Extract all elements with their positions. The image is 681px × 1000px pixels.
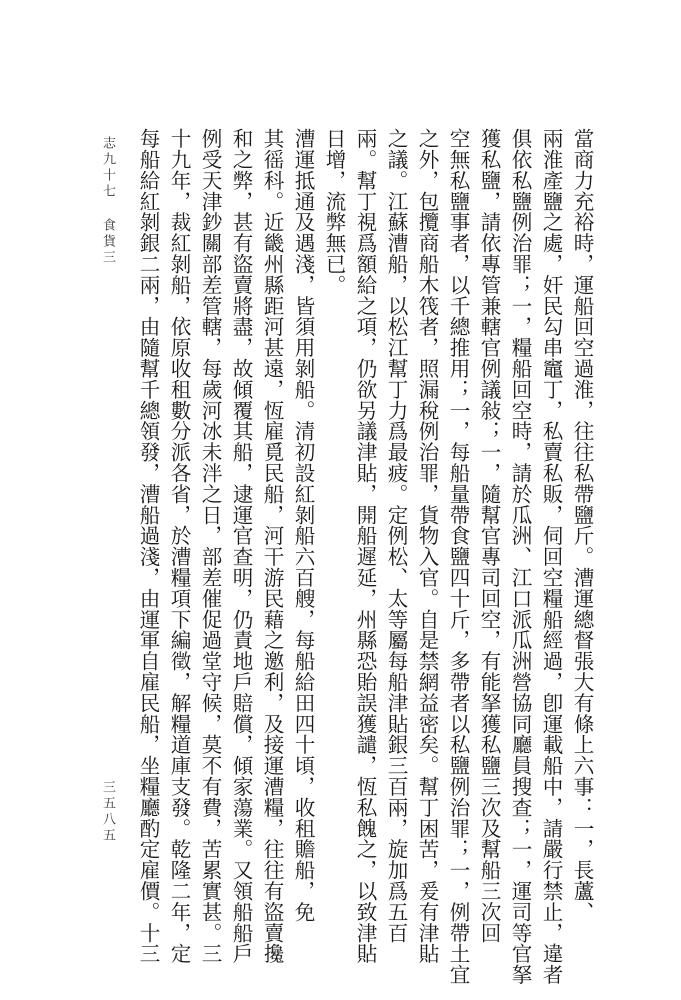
text-column-6: 之外，包攬商船木筏者，照漏稅例治罪，貨物入官。自是禁網益密矣。幫丁困苦，爰有津貼 bbox=[415, 128, 439, 964]
text-column-4: 獲私鹽，請依專管兼轄官例議敍；一，隨幫官專司回空，有能拏獲私鹽三次及幫船三次回 bbox=[477, 128, 501, 944]
volume-label: 志九十七 食貨三 bbox=[100, 136, 115, 266]
text-column-7: 之議。江蘇漕船，以松江幫丁力爲最疲。定例松、太等屬每船津貼銀三百兩，旋加爲五百 bbox=[384, 128, 408, 944]
text-column-1: 當商力充裕時，運船回空過淮，往往私帶鹽斤。漕運總督張大有條上六事：一，長蘆、 bbox=[570, 128, 594, 923]
text-column-5: 空無私鹽事者，以千總推用；一，每船量帶食鹽四十斤，多帶者以私鹽例治罪；一，例帶土宜 bbox=[446, 128, 470, 985]
text-column-13: 例受天津鈔關部差管轄，每歲河冰未泮之日，部差催促過堂守候，莫不有費，苦累實甚。三 bbox=[198, 128, 222, 964]
text-column-10: 漕運抵通及遇淺，皆須用剝船。清初設紅剝船六百艘，每船給田四十頃，收租贍船，免 bbox=[291, 128, 315, 923]
text-column-11: 其徭科。近畿州縣距河甚遠，恆雇覓民船，河干游民藉之邀利，及接運漕糧，往往有盜賣攙 bbox=[260, 128, 284, 964]
text-column-12: 和之弊，甚有盜賣將盡，故傾覆其船，逮運官查明，仍責地戶賠償，傾家蕩業。又領船船戶 bbox=[229, 128, 253, 964]
text-column-9: 日增，流弊無已。 bbox=[322, 128, 346, 296]
text-column-14: 十九年，裁紅剝船，依原收租數分派各省，於漕糧項下編徵，解糧道庫支發。乾隆二年，定 bbox=[167, 128, 191, 964]
text-column-2: 兩淮產鹽之處，奸民勾串竈丁，私賣私販，伺回空糧船經過，卽運載船中，請嚴行禁止，違者 bbox=[539, 128, 563, 985]
page-number: 三五八五 bbox=[100, 780, 115, 844]
text-column-3: 俱依私鹽例治罪；一，糧船回空時，請於瓜洲、江口派瓜洲營協同廳員搜查；一，運司等官拏 bbox=[508, 128, 532, 985]
text-column-15: 每船給紅剝銀二兩，由隨幫千總領發，漕船過淺，由運軍自雇民船，坐糧廳酌定雇價。十三 bbox=[136, 128, 160, 964]
text-column-8: 兩。幫丁視爲額給之項，仍欲另議津貼，開船遲延，州縣恐貽誤獲譴，恆私餽之，以致津貼 bbox=[353, 128, 377, 964]
